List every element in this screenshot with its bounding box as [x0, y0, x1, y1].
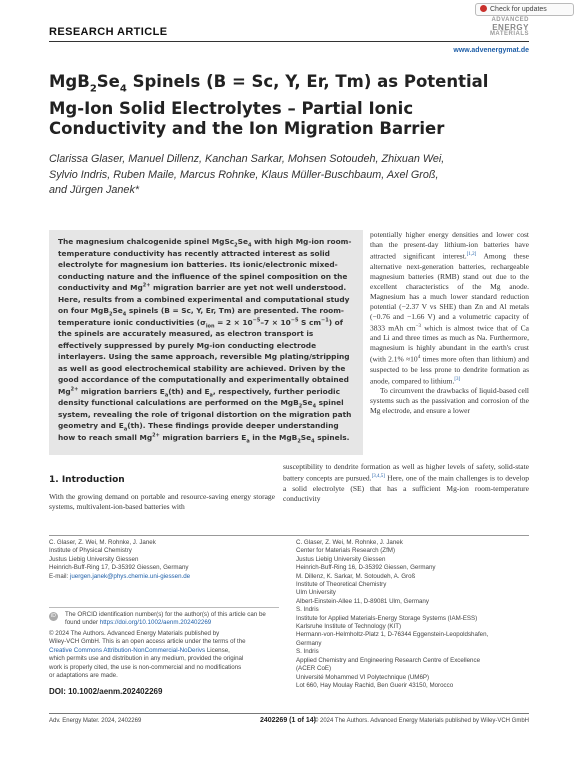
footer-journal-citation: Adv. Energy Mater. 2024, 2402269	[49, 718, 142, 724]
affiliation-line: Institute of Theoretical Chemistry	[296, 581, 387, 589]
check-updates-label: Check for updates	[490, 6, 547, 13]
copyright-notice	[49, 630, 279, 680]
check-updates-icon	[480, 5, 487, 12]
paragraph: potentially higher energy densities and lower cost than the present-day lithium-ion batteries have attracted significant interest.[1,2] Among these alternative next-generation batteries, rechargeable magnesium batteries (RMB) stand out due to the excellent characteristics of the Mg anode. Magnesium has a much lower standard reduction potential (−2.37 V vs SHE) than Zn and Al metals (−0.76 and −1.66 V) and a volumetric capacity of 3833 mAh $cm^{-3}$ which is almost twice that of Ca and Li and three times as much as Na. Furthermore, magnesium is highly abundant in the earth's crust (with $2.1\% \approx 10^4$ times more often than lithium) and suspected to be less prone to dendrite formation as anode, compared to lithium.[3]	[370, 230, 529, 385]
affiliation-line: Hermann-von-Helmholtz-Platz 1, D-76344 Eggenstein-Leopoldshafen,	[296, 631, 489, 639]
journal-logo	[447, 17, 529, 38]
title-part: Se	[96, 72, 120, 91]
copyright-line: work is properly cited, the use is non-commercial and no modifications	[49, 663, 242, 671]
page-footer-divider	[49, 713, 529, 714]
affiliation-line: Karlsruhe Institute of Technology (KIT)	[296, 623, 402, 631]
copyright-line: © 2024 The Authors. Advanced Energy Materials published by	[49, 630, 220, 637]
footnote-divider	[49, 535, 529, 536]
affiliation-line: Applied Chemistry and Engineering Research Centre of Excellence	[296, 656, 481, 664]
affiliation-line: Université Mohammed VI Polytechnique (UM6P)	[296, 673, 430, 681]
authors-line: and Jürgen Janek*	[49, 184, 140, 196]
affiliation-line: S. Indris	[296, 606, 319, 614]
citation-link[interactable]: [1,2]	[466, 252, 477, 257]
authors-line: Clarissa Glaser, Manuel Dillenz, Kanchan Sarkar, Mohsen Sotoudeh, Zhixuan Wei,	[49, 153, 445, 165]
body-right-column	[370, 230, 529, 416]
title-sub: 2	[89, 83, 97, 95]
author-list	[49, 152, 529, 199]
orcid-note: The ORCID identification number(s) for the author(s) of this article can be found under https://doi.org/10.1002/aenm.202402269	[65, 611, 266, 627]
copyright-line: Creative Commons Attribution-NonCommercial-NoDerivs License,	[49, 646, 230, 654]
affiliation-line: Institute for Applied Materials-Energy Storage Systems (IAM-ESS)	[296, 614, 478, 622]
abstract-box	[49, 230, 363, 455]
affiliation-line: Justus Liebig University Giessen	[49, 555, 139, 563]
orcid-icon: iD	[49, 612, 58, 621]
authors-line: Sylvio Indris, Ruben Maile, Marcus Rohnke, Klaus Müller-Buschbaum, Axel Groß,	[49, 168, 439, 181]
abstract-text: The magnesium chalcogenide spinel $MgSc_2Se_4$ with high Mg-ion room-temperature conductivity has recently attracted interest as solid electrolyte for magnesium ion batteries. Its ionic/electronic mixed-conducting nature and the influence of the spinel composition on the conductivity and $Mg^{2+}$ migration barrier are yet not well understood. Here, results from a combined experimental and computational study on four $MgB_2Se_4$ spinels (B = Sc, Y, Er, Tm) are presented. The room-temperature ionic conductivities ($\sigma_{ion} = 2 \times 10^{-5}-7 \times 10^{-5}$ S $cm^{-1}$) of the spinels are accurately measured, as electron transport is effectively suppressed by purely Mg-ion conducting electrode interlayers. Using the same approach, reversible Mg plating/stripping as well as good electrochemical stability are achieved. Driven by the good accordance of the computationally and experimentally obtained $Mg^{2+}$ migration barriers $E_a(th)$ and $E_a$, respectively, further periodic density functional calculations are performed on the $MgB_2Se_4$ spinel system, revealing the role of trigonal distortion on the migration path geometry and $E_a(th)$. These findings provide deeper understanding how to reach small $Mg^{2+}$ migration barriers $E_a$ in the $MgB_2Se_4$ spinels.	[58, 237, 352, 444]
affiliation-line: (ACER CoE)	[296, 665, 332, 673]
title-part: MgB	[49, 72, 90, 91]
copyright-line: which permits use and distribution in any medium, provided the original	[49, 655, 244, 663]
email-line: E-mail: juergen.janek@phys.chemie.uni-giessen.de	[49, 572, 191, 580]
affiliation-line: Justus Liebig University Giessen	[296, 555, 386, 563]
orcid-link[interactable]: https://doi.org/10.1002/aenm.202402269	[99, 619, 212, 627]
check-for-updates-button[interactable]	[475, 3, 574, 16]
affiliation-line: S. Indris	[296, 648, 319, 656]
section-heading-introduction: 1. Introduction	[49, 475, 125, 485]
paragraph: To circumvent the drawbacks of liquid-based cell systems such as the passivation and corrosion of the Mg electrode, and ensure a lower	[370, 386, 529, 415]
affiliations-right	[296, 539, 529, 690]
footer-copyright: © 2024 The Authors. Advanced Energy Materials published by Wiley-VCH GmbH	[313, 718, 529, 724]
affiliation-line: C. Glaser, Z. Wei, M. Rohnke, J. Janek	[296, 539, 403, 546]
citation-link[interactable]: [3]	[454, 376, 461, 382]
copyright-line: or adaptations are made.	[49, 672, 118, 680]
affiliations-left	[49, 539, 279, 581]
title-part: Spinels (B = Sc, Y, Er, Tm) as Potential Mg-Ion Solid Electrolytes – Partial Ionic Conductivity and the Ion Migration Barrier	[49, 72, 489, 139]
affiliation-line: Germany	[296, 639, 322, 647]
affiliation-line: Ulm University	[296, 589, 336, 597]
affiliation-line: Institute of Physical Chemistry	[49, 547, 132, 555]
logo-line-1: ADVANCED	[491, 17, 529, 23]
introduction-text: With the growing demand on portable and resource-saving energy storage systems, multivalent-ion-based batteries with	[49, 492, 275, 511]
affiliation-line: Lot 660, Hay Moulay Rachid, Ben Guerir 43150, Morocco	[296, 681, 454, 689]
affiliation-line: Heinrich-Buff-Ring 16, D-35392 Giessen, Germany	[296, 564, 436, 572]
footer-page-number: 2402269 (1 of 14)	[259, 717, 317, 724]
email-link[interactable]: juergen.janek@phys.chemie.uni-giessen.de	[69, 572, 191, 580]
doi-label[interactable]: DOI: 10.1002/aenm.202402269	[49, 687, 163, 696]
article-title	[49, 72, 529, 139]
cc-license-link[interactable]: Creative Commons Attribution-NonCommercial-NoDerivs	[49, 646, 206, 654]
copyright-line: Wiley-VCH GmbH. This is an open access article under the terms of the	[49, 638, 246, 646]
article-type-label: RESEARCH ARTICLE	[49, 26, 168, 38]
affiliation-line: Center for Materials Research (ZfM)	[296, 547, 396, 555]
affiliation-line: Albert-Einstein-Allee 11, D-89081 Ulm, Germany	[296, 597, 429, 605]
affiliation-line: Heinrich-Buff-Ring 17, D-35392 Giessen, Germany	[49, 564, 189, 572]
affiliation-line: C. Glaser, Z. Wei, M. Rohnke, J. Janek	[49, 539, 156, 546]
header-divider	[49, 41, 529, 42]
logo-line-3: MATERIALS	[489, 31, 529, 37]
citation-link[interactable]: [3,4,5]	[371, 474, 385, 479]
logo-line-2: ENERGY	[492, 23, 529, 32]
orcid-divider	[49, 607, 279, 608]
body-continuation: susceptibility to dendrite formation as well as higher levels of safety, solid-state battery concepts are pursued.[3,4,5] Here, one of the main challenges is to develop a solid electrolyte (SE) that has a sufficient Mg-ion room-temperature conductivity	[283, 462, 529, 503]
title-sub: 4	[119, 83, 127, 95]
affiliation-line: M. Dillenz, K. Sarkar, M. Sotoudeh, A. Groß	[296, 572, 416, 580]
journal-url-link[interactable]: www.advenergymat.de	[453, 47, 529, 54]
